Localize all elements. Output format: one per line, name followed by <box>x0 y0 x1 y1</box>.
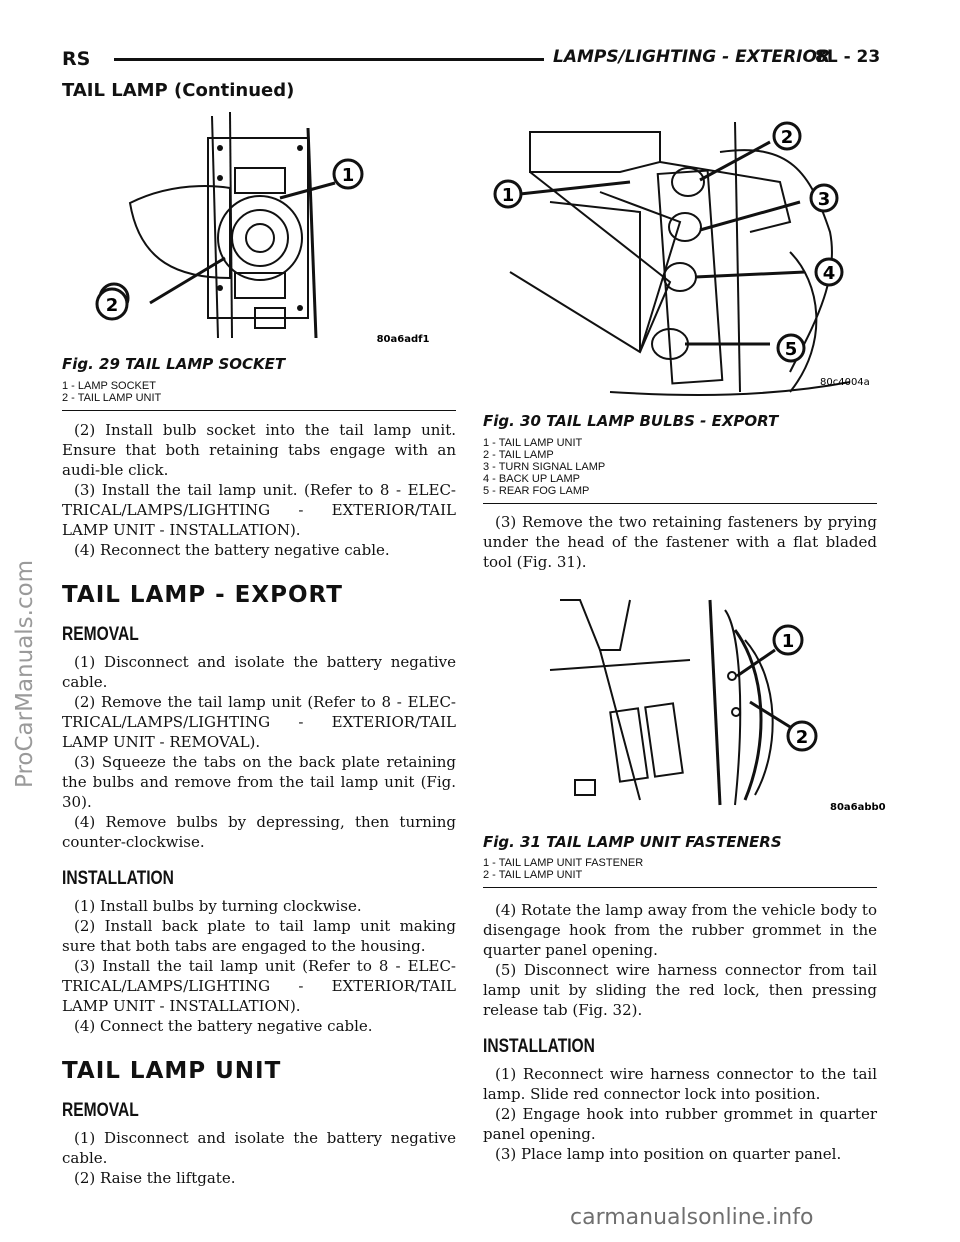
paragraph: (4) Reconnect the battery negative cable. <box>74 541 390 559</box>
page-number: 8L - 23 <box>815 47 881 67</box>
fig31-callout-2: 2 <box>795 727 809 748</box>
fig29-rule <box>62 410 456 411</box>
fig29-stamp: 80a6adf1 <box>376 334 430 345</box>
fig30-rule <box>483 503 877 504</box>
heading-installation-right: INSTALLATION <box>483 1036 595 1057</box>
figure-30-illustration <box>490 112 870 397</box>
fig29-callout-2: 2 <box>105 295 119 316</box>
figure-31-illustration <box>540 590 886 815</box>
paragraph: (3) Install the tail lamp unit (Refer to 8 - ELEC-TRICAL/LAMPS/LIGHTING - EXTERIOR/TAIL LAMP UNIT - INSTALLATION). <box>62 957 456 1015</box>
paragraph: (4) Remove bulbs by depressing, then turning counter-clockwise. <box>62 813 456 851</box>
paragraph: (2) Remove the tail lamp unit (Refer to 8 - ELEC-TRICAL/LAMPS/LIGHTING - EXTERIOR/TAIL LAMP UNIT - REMOVAL). <box>62 693 456 751</box>
fig30-callout-1: 1 <box>501 185 515 206</box>
heading-tail-lamp-unit: TAIL LAMP UNIT <box>62 1058 282 1084</box>
paragraph: (4) Rotate the lamp away from the vehicle body to disengage hook from the rubber grommet in the quarter panel opening. <box>483 901 877 959</box>
fig30-callout-2: 2 <box>780 127 794 148</box>
paragraph: (1) Disconnect and isolate the battery negative cable. <box>62 653 456 691</box>
legend-item: 2 - TAIL LAMP UNIT <box>62 392 162 404</box>
fig29-callout-1: 1 <box>341 165 355 186</box>
fig30-callout-5: 5 <box>784 339 798 360</box>
fig29-caption: Fig. 29 TAIL LAMP SOCKET <box>62 355 286 373</box>
paragraph: (5) Disconnect wire harness connector from tail lamp unit by sliding the red lock, then pressing release tab (Fig. 32). <box>483 961 877 1019</box>
header-rule <box>114 58 544 61</box>
paragraph: (2) Install back plate to tail lamp unit making sure that both tabs are engaged to the housing. <box>62 917 456 955</box>
legend-item: 5 - REAR FOG LAMP <box>483 485 590 497</box>
footer-watermark: carmanualsonline.info <box>570 1205 814 1230</box>
fig31-stamp: 80a6abb0 <box>830 802 886 813</box>
paragraph: (3) Place lamp into position on quarter panel. <box>495 1145 842 1163</box>
legend-item: 2 - TAIL LAMP UNIT <box>483 869 583 881</box>
paragraph: (2) Install bulb socket into the tail lamp unit. Ensure that both retaining tabs engage with an audi-ble click. <box>62 421 456 479</box>
legend-item: 3 - TURN SIGNAL LAMP <box>483 461 606 473</box>
legend-item: 4 - BACK UP LAMP <box>483 473 580 485</box>
fig30-callout-3: 3 <box>817 189 831 210</box>
fig30-stamp: 80c4004a <box>820 377 870 388</box>
heading-removal: REMOVAL <box>62 624 139 645</box>
paragraph: (1) Disconnect and isolate the battery negative cable. <box>62 1129 456 1167</box>
header-section-code: RS <box>62 48 91 70</box>
fig30-callout-4: 4 <box>822 263 836 284</box>
paragraph: (2) Raise the liftgate. <box>74 1169 236 1187</box>
paragraph: (1) Reconnect wire harness connector to the tail lamp. Slide red connector lock into position. <box>483 1065 877 1103</box>
legend-item: 1 - LAMP SOCKET <box>62 380 156 392</box>
legend-item: 2 - TAIL LAMP <box>483 449 554 461</box>
fig30-caption: Fig. 30 TAIL LAMP BULBS - EXPORT <box>483 412 779 430</box>
fig31-legend <box>483 857 643 881</box>
fig31-caption: Fig. 31 TAIL LAMP UNIT FASTENERS <box>483 833 782 851</box>
fig29-callout-2-badge <box>92 284 132 324</box>
paragraph: (3) Install the tail lamp unit. (Refer to 8 - ELEC-TRICAL/LAMPS/LIGHTING - EXTERIOR/TAIL LAMP UNIT - INSTALLATION). <box>62 481 456 539</box>
figure-29-illustration <box>120 108 460 348</box>
left-text-column <box>62 420 456 1188</box>
fig30-legend <box>483 437 605 497</box>
heading-installation: INSTALLATION <box>62 868 174 889</box>
paragraph: (4) Connect the battery negative cable. <box>74 1017 373 1035</box>
fig29-legend <box>62 380 161 404</box>
header-title: LAMPS/LIGHTING - EXTERIOR <box>553 47 831 67</box>
fig31-rule <box>483 887 877 888</box>
legend-item: 1 - TAIL LAMP UNIT FASTENER <box>483 857 644 869</box>
paragraph: (2) Engage hook into rubber grommet in quarter panel opening. <box>483 1105 877 1143</box>
right-text-column-bottom <box>483 900 877 1164</box>
legend-item: 1 - TAIL LAMP UNIT <box>483 437 583 449</box>
right-text-column-top <box>483 512 877 572</box>
paragraph: (3) Squeeze the tabs on the back plate retaining the bulbs and remove from the tail lamp unit (Fig. 30). <box>62 753 456 811</box>
heading-removal-2: REMOVAL <box>62 1100 139 1121</box>
continued-heading: TAIL LAMP (Continued) <box>62 80 295 101</box>
heading-tail-lamp-export: TAIL LAMP - EXPORT <box>62 582 343 608</box>
paragraph: (3) Remove the two retaining fasteners by prying under the head of the fastener with a flat bladed tool (Fig. 31). <box>483 513 877 571</box>
paragraph: (1) Install bulbs by turning clockwise. <box>74 897 362 915</box>
fig31-callout-1: 1 <box>781 631 795 652</box>
watermark-procarmanuals: ProCarManuals.com <box>12 559 38 788</box>
